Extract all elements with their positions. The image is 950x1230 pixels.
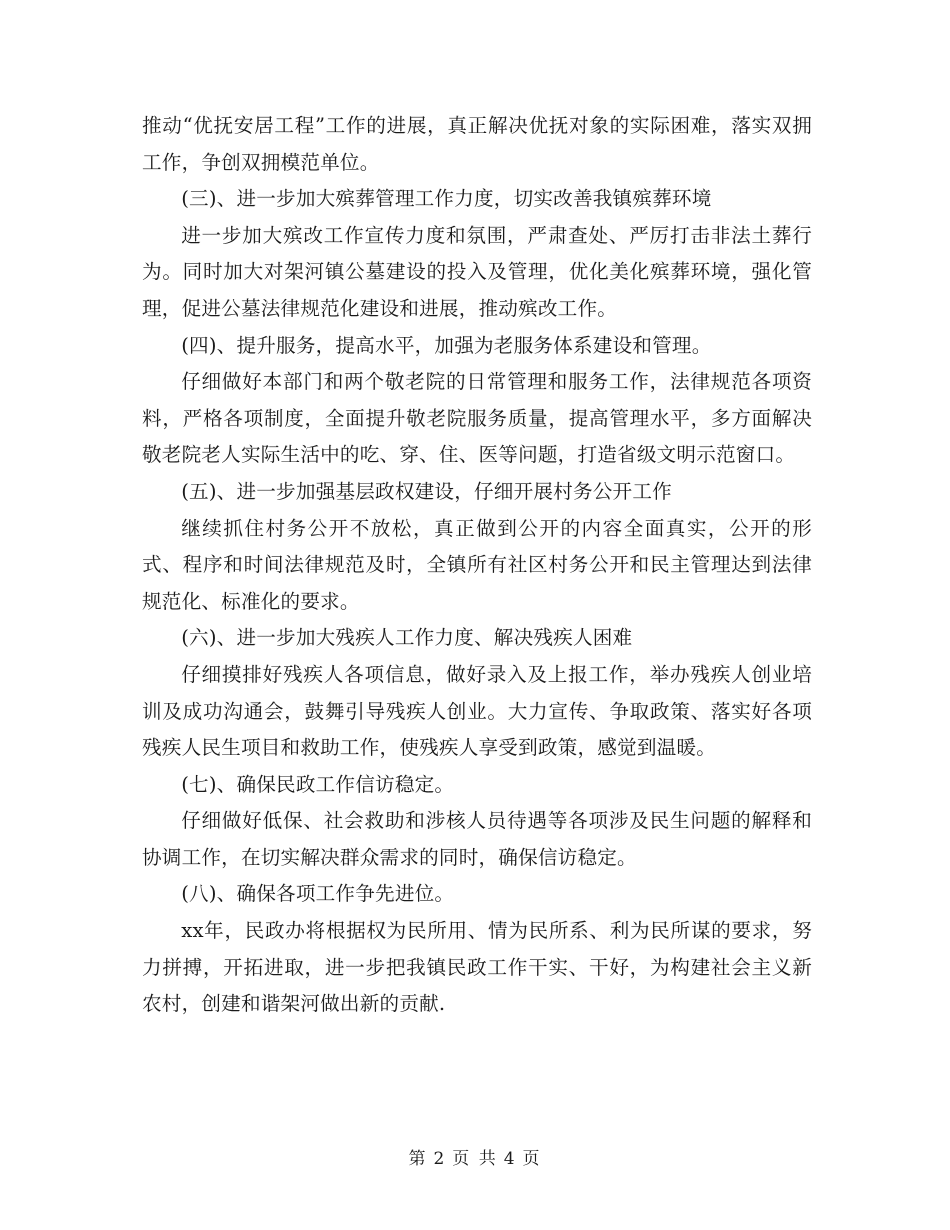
body-text <box>142 108 812 1023</box>
section-heading-7: (七)、确保民政工作信访稳定。 <box>181 772 455 796</box>
footer-suffix: 页 <box>522 1149 542 1169</box>
section-heading-5: (五)、进一步加强基层政权建设，仔细开展村务公开工作 <box>181 479 672 503</box>
footer-middle: 页 共 <box>452 1149 498 1169</box>
paragraph: 继续抓住村务公开不放松，真正做到公开的内容全面真实，公开的形式、程序和时间法律规范及时，全镇所有社区村务公开和民主管理达到法律规范化、标准化的要求。 <box>142 516 812 613</box>
section-heading-8: (八)、确保各项工作争先进位。 <box>181 882 455 906</box>
footer-page-number: 2 <box>433 1149 447 1169</box>
page-footer <box>0 1147 950 1171</box>
paragraph: 进一步加大殡改工作宣传力度和氛围，严肃查处、严厉打击非法土葬行为。同时加大对架河镇公墓建设的投入及管理，优化美化殡葬环境，强化管理，促进公墓法律规范化建设和进展，推动殡改工作。 <box>142 223 812 320</box>
paragraph: 仔细做好本部门和两个敬老院的日常管理和服务工作，法律规范各项资料，严格各项制度，全面提升敬老院服务质量，提高管理水平，多方面解决敬老院老人实际生活中的吃、穿、住、医等问题，打造省级文明示范窗口。 <box>142 370 812 467</box>
paragraph: 仔细摸排好残疾人各项信息，做好录入及上报工作，举办残疾人创业培训及成功沟通会，鼓舞引导残疾人创业。大力宣传、争取政策、落实好各项残疾人民生项目和救助工作，使残疾人享受到政策，感觉到温暖。 <box>142 662 812 760</box>
footer-total-pages: 4 <box>503 1149 517 1169</box>
paragraph: xx年，民政办将根据权为民所用、情为民所系、利为民所谋的要求，努力拼搏，开拓进取，进一步把我镇民政工作干实、干好，为构建社会主义新农村，创建和谐架河做出新的贡献. <box>142 919 812 1016</box>
section-heading-3: (三)、进一步加大殡葬管理工作力度，切实改善我镇殡葬环境 <box>181 187 712 211</box>
paragraph-continuation: 推动“优抚安居工程”工作的进展，真正解决优抚对象的实际困难，落实双拥工作，争创双拥模范单位。 <box>142 114 812 174</box>
section-heading-6: (六)、进一步加大残疾人工作力度、解决残疾人困难 <box>181 626 633 650</box>
paragraph: 仔细做好低保、社会救助和涉核人员待遇等各项涉及民生问题的解释和协调工作，在切实解决群众需求的同时，确保信访稳定。 <box>142 809 812 869</box>
footer-prefix: 第 <box>408 1149 428 1169</box>
section-heading-4: (四)、提升服务，提高水平，加强为老服务体系建设和管理。 <box>181 333 712 357</box>
